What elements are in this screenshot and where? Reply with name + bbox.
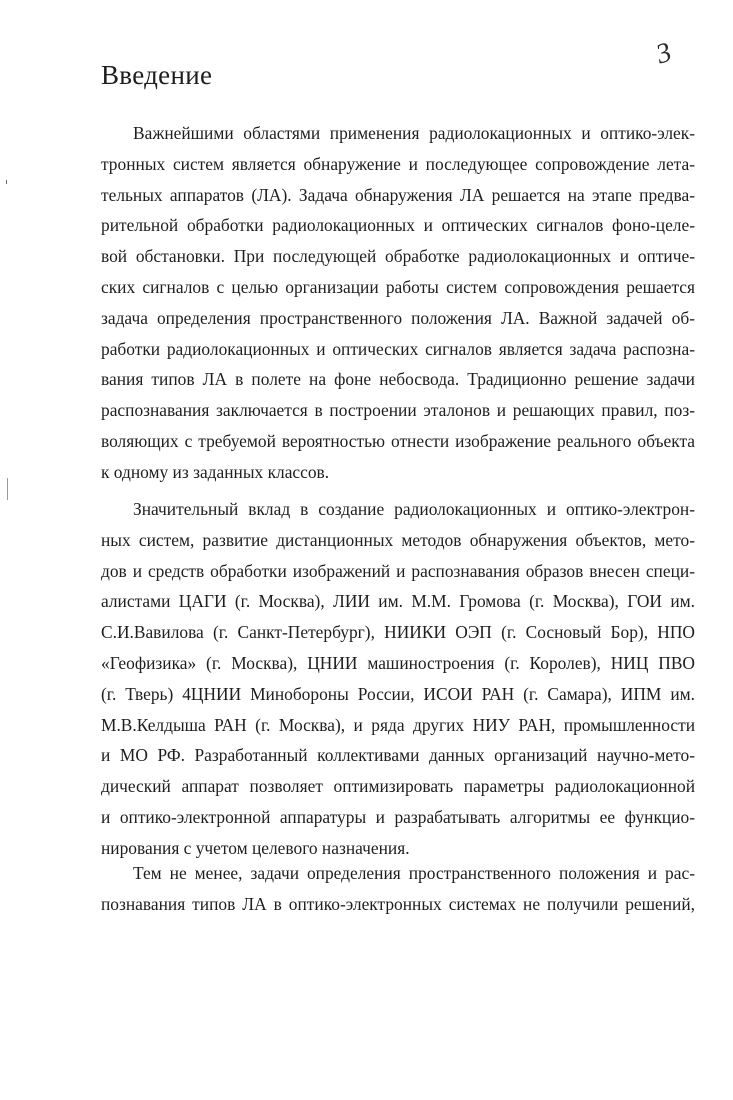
text-line: нирования с учетом целевого назначения.	[101, 837, 410, 858]
section-heading: Введение	[101, 60, 213, 90]
text-line: тронных систем является обнаружение и последующее сопровождение лета-	[101, 153, 695, 174]
text-line: работки радиолокационных и оптических сигналов является задача распозна-	[101, 338, 695, 359]
text-line: ских сигналов с целью организации работы систем сопровождения решается	[101, 276, 695, 297]
text-line: Важнейшими областями применения радиолокационных и оптико-элек-	[133, 123, 695, 143]
text-line: вой обстановки. При последующей обработке радиолокационных и оптиче-	[101, 246, 695, 267]
text-line: дический аппарат позволяет оптимизировать параметры радиолокационной	[101, 776, 695, 797]
text-line: алистами ЦАГИ (г. Москва), ЛИИ им. М.М. Громова (г. Москва), ГОИ им.	[101, 591, 695, 612]
text-line: «Геофизика» (г. Москва), ЦНИИ машиностроения (г. Королев), НИЦ ПВО	[101, 652, 695, 673]
scan-mark	[6, 180, 7, 184]
paragraph	[101, 118, 695, 488]
text-line: распознавания заключается в построении эталонов и решающих правил, поз-	[101, 400, 695, 421]
text-line: (г. Тверь) 4ЦНИИ Минобороны России, ИСОИ РАН (г. Самара), ИПМ им.	[101, 683, 695, 704]
text-line: рительной обработки радиолокационных и оптических сигналов фоно-целе-	[101, 215, 695, 236]
text-line: Значительный вклад в создание радиолокационных и оптико-электрон-	[133, 499, 695, 519]
text-line: и оптико-электронной аппаратуры и разрабатывать алгоритмы ее функцио-	[101, 806, 695, 827]
handwritten-page-number: 3	[652, 36, 676, 71]
text-line: М.В.Келдыша РАН (г. Москва), и ряда других НИУ РАН, промышленности	[101, 714, 695, 735]
text-line: вания типов ЛА в полете на фоне небосвода. Традиционно решение задачи	[101, 369, 695, 390]
text-line: познавания типов ЛА в оптико-электронных системах не получили решений,	[101, 893, 695, 914]
text-line: Тем не менее, задачи определения пространственного положения и рас-	[133, 863, 695, 883]
paragraph	[101, 494, 695, 864]
scan-mark	[7, 478, 8, 500]
text-line: воляющих с требуемой вероятностью отнести изображение реального объекта	[101, 430, 695, 451]
text-line: и МО РФ. Разработанный коллективами данных организаций научно-мето-	[101, 745, 695, 766]
text-line: к одному из заданных классов.	[101, 461, 330, 482]
text-line: тельных аппаратов (ЛА). Задача обнаружения ЛА решается на этапе предва-	[101, 184, 695, 205]
paragraph	[101, 858, 695, 920]
text-line: ных систем, развитие дистанционных методов обнаружения объектов, мето-	[101, 529, 695, 550]
text-line: задача определения пространственного положения ЛА. Важной задачей об-	[101, 307, 695, 328]
text-line: С.И.Вавилова (г. Санкт-Петербург), НИИКИ ОЭП (г. Сосновый Бор), НПО	[101, 622, 695, 643]
text-line: дов и средств обработки изображений и распознавания образов внесен специ-	[101, 560, 695, 581]
